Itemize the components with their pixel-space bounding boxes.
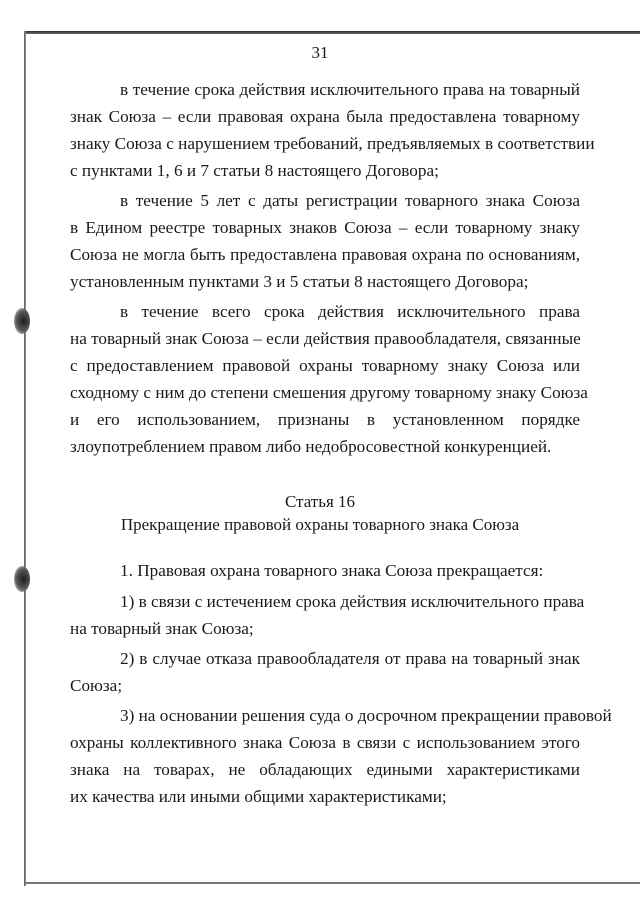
text-line: знака на товарах, не обладающих едиными характеристиками bbox=[70, 760, 580, 779]
text-line: знаку Союза с нарушением требований, предъявляемых в соответствии bbox=[70, 134, 595, 153]
text-line: с предоставлением правовой охраны товарному знаку Союза или bbox=[70, 356, 580, 375]
text-line: их качества или иными общими характеристиками; bbox=[70, 787, 447, 806]
text-line: злоупотреблением правом либо недобросовестной конкуренцией. bbox=[70, 437, 552, 456]
text-line: Союза; bbox=[70, 676, 123, 695]
text-line: в течение 5 лет с даты регистрации товарного знака Союза bbox=[120, 191, 580, 210]
text-line: знак Союза – если правовая охрана была предоставлена товарному bbox=[70, 107, 580, 126]
text-line: установленным пунктами 3 и 5 статьи 8 настоящего Договора; bbox=[70, 272, 529, 291]
text-line: на товарный знак Союза; bbox=[70, 619, 254, 638]
text-line: в течение всего срока действия исключительного права bbox=[120, 302, 580, 321]
scan-edge-top bbox=[26, 31, 640, 34]
text-line: в течение срока действия исключительного права на товарный bbox=[120, 80, 580, 99]
text-line: с пунктами 1, 6 и 7 статьи 8 настоящего Договора; bbox=[70, 161, 439, 180]
punch-hole bbox=[14, 566, 30, 592]
text-line: 3) на основании решения суда о досрочном прекращении правовой bbox=[120, 706, 612, 725]
text-line: в Едином реестре товарных знаков Союза – если товарному знаку bbox=[70, 218, 580, 237]
scan-edge-left bbox=[24, 31, 26, 886]
page-number: 31 bbox=[311, 43, 329, 62]
scan-edge-bottom bbox=[26, 882, 640, 884]
text-line: на товарный знак Союза – если действия правообладателя, связанные bbox=[70, 329, 581, 348]
text-line: сходному с ним до степени смешения другому товарному знаку Союза bbox=[70, 383, 588, 402]
text-line: охраны коллективного знака Союза в связи с использованием этого bbox=[70, 733, 580, 752]
text-line: 2) в случае отказа правообладателя от права на товарный знак bbox=[120, 649, 580, 668]
text-line: Союза не могла быть предоставлена правовая охрана по основаниям, bbox=[70, 245, 580, 264]
text-line: 1) в связи с истечением срока действия исключительного права bbox=[120, 592, 585, 611]
article-title: Статья 16 bbox=[284, 492, 356, 511]
text-line: и его использованием, признаны в установленном порядке bbox=[70, 410, 580, 429]
text-line: 1. Правовая охрана товарного знака Союза прекращается: bbox=[120, 561, 544, 580]
punch-hole bbox=[14, 308, 30, 334]
article-subtitle: Прекращение правовой охраны товарного знака Союза bbox=[120, 515, 520, 534]
